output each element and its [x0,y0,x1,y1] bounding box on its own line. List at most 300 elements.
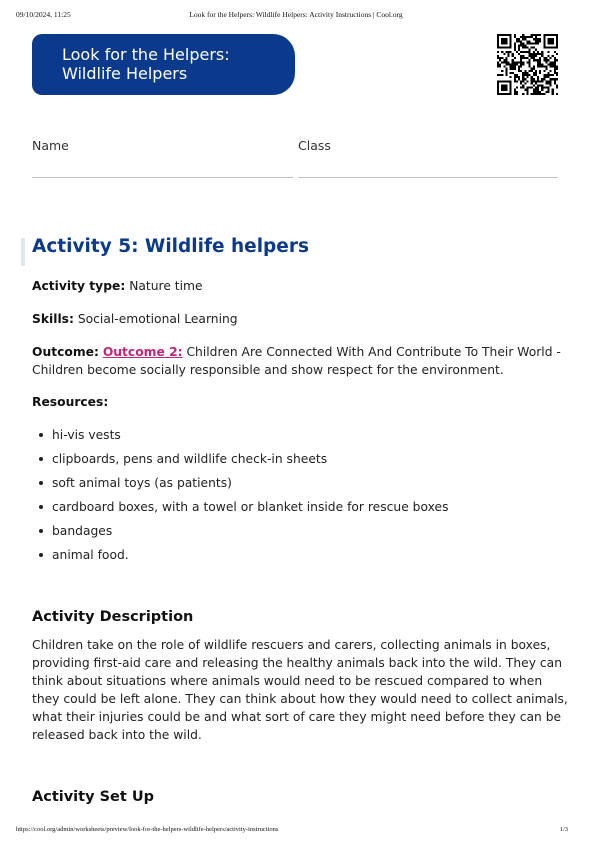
qr-module [547,72,549,74]
qr-module [505,38,507,40]
qr-module [510,89,512,91]
qr-module [505,59,507,61]
qr-module [552,34,554,36]
qr-module [535,34,537,36]
qr-module [545,91,547,93]
qr-module [510,66,512,68]
qr-module [533,51,535,53]
qr-module [529,49,531,51]
qr-module [547,59,549,61]
qr-module [505,51,507,53]
qr-module [535,59,537,61]
qr-module [529,87,531,89]
qr-module [501,84,503,86]
qr-module [539,40,541,42]
qr-module [529,55,531,57]
qr-module [541,63,543,65]
qr-module [526,42,528,44]
qr-module [556,66,558,68]
qr-module [535,91,537,93]
qr-module [514,42,516,44]
qr-module [505,72,507,74]
qr-module [531,34,533,36]
qr-module [510,51,512,53]
qr-module [524,78,526,80]
qr-module [520,57,522,59]
qr-module [541,80,543,82]
qr-module [516,93,518,95]
qr-module [556,87,558,89]
qr-code-icon[interactable] [497,34,558,95]
qr-module [529,40,531,42]
qr-module [554,70,556,72]
qr-module [556,78,558,80]
qr-module [537,34,539,36]
qr-module [514,74,516,76]
qr-module [514,91,516,93]
qr-module [516,74,518,76]
qr-module [550,40,552,42]
qr-module [543,42,545,44]
qr-module [543,93,545,95]
qr-module [501,34,503,36]
qr-module [533,89,535,91]
qr-module [533,42,535,44]
qr-module [533,78,535,80]
qr-module [541,66,543,68]
qr-module [526,61,528,63]
qr-module [537,51,539,53]
list-item [32,450,552,474]
qr-module [505,47,507,49]
resources-heading-row [32,393,562,411]
qr-module [520,63,522,65]
resources-list [32,426,552,570]
qr-module [505,74,507,76]
qr-module [499,66,501,68]
list-item-text: bandages [52,524,113,538]
qr-module [533,68,535,70]
qr-module [547,51,549,53]
qr-module [505,61,507,63]
qr-module [535,53,537,55]
qr-module [505,40,507,42]
qr-module [520,70,522,72]
qr-module [541,78,543,80]
qr-module [522,80,524,82]
print-page-number: 1/3 [559,826,568,833]
skills-row [32,310,562,328]
qr-module [545,68,547,70]
qr-module [512,61,514,63]
name-field-line[interactable] [32,177,293,178]
description-line: Children take on the role of wildlife rescuers and carers, collecting animals in boxes, [32,638,551,652]
qr-module [529,74,531,76]
qr-module [547,80,549,82]
qr-module [533,57,535,59]
qr-module [537,66,539,68]
qr-module [522,45,524,47]
qr-module [533,93,535,95]
qr-module [554,59,556,61]
qr-module [541,87,543,89]
outcome-2-link[interactable]: Outcome 2: [102,345,183,359]
qr-module [514,78,516,80]
qr-module [510,93,512,95]
skills-label: Skills: [32,312,74,326]
qr-module [514,49,516,51]
qr-module [520,42,522,44]
qr-module [508,80,510,82]
qr-module [554,63,556,65]
qr-module [529,36,531,38]
qr-module [501,57,503,59]
qr-module [543,76,545,78]
qr-module [533,34,535,36]
qr-module [510,36,512,38]
list-item [32,426,552,450]
qr-module [505,68,507,70]
qr-module [529,63,531,65]
qr-module [535,55,537,57]
qr-module [501,47,503,49]
qr-module [520,80,522,82]
qr-module [537,78,539,80]
qr-module [503,59,505,61]
activity-title: Activity 5: Wildlife helpers [32,236,309,257]
qr-module [510,84,512,86]
qr-module [545,59,547,61]
qr-module [526,51,528,53]
qr-module [522,47,524,49]
print-footer [16,826,576,838]
qr-module [503,38,505,40]
qr-module [531,70,533,72]
qr-module [524,57,526,59]
activity-type-label: Activity type: [32,279,126,293]
list-item-text: soft animal toys (as patients) [52,476,232,490]
qr-module [518,78,520,80]
qr-module [552,47,554,49]
qr-module [543,87,545,89]
qr-module [554,57,556,59]
qr-module [535,87,537,89]
qr-module [518,61,520,63]
skills-value: Social-emotional Learning [77,312,238,326]
qr-module [512,59,514,61]
qr-module [499,59,501,61]
qr-module [539,80,541,82]
qr-module [526,40,528,42]
qr-module [522,38,524,40]
qr-module [514,76,516,78]
qr-module [497,57,499,59]
qr-module [503,47,505,49]
qr-module [524,45,526,47]
qr-module [524,72,526,74]
qr-module [520,40,522,42]
qr-module [497,89,499,91]
qr-module [514,34,516,36]
list-item [32,498,552,522]
qr-module [499,93,501,95]
qr-module [499,74,501,76]
bullet-icon [39,481,43,485]
qr-module [556,53,558,55]
qr-module [503,34,505,36]
qr-module [520,66,522,68]
qr-module [535,49,537,51]
qr-module [537,89,539,91]
qr-module [497,42,499,44]
list-item-text: animal food. [52,548,129,562]
qr-module [503,53,505,55]
qr-module [543,70,545,72]
list-item-text: hi-vis vests [52,428,121,442]
qr-module [533,38,535,40]
qr-module [533,53,535,55]
qr-module [503,42,505,44]
qr-module [554,61,556,63]
qr-module [520,36,522,38]
qr-module [541,53,543,55]
qr-module [503,84,505,86]
qr-module [541,84,543,86]
qr-module [537,93,539,95]
qr-module [505,63,507,65]
qr-module [522,63,524,65]
qr-module [516,38,518,40]
bullet-icon [39,505,43,509]
qr-module [514,61,516,63]
qr-module [526,76,528,78]
qr-module [516,87,518,89]
qr-module [545,74,547,76]
qr-module [537,53,539,55]
qr-module [556,74,558,76]
qr-module [529,51,531,53]
qr-module [497,91,499,93]
qr-module [526,74,528,76]
qr-module [539,66,541,68]
qr-module [501,40,503,42]
print-header [16,10,576,22]
qr-module [537,40,539,42]
qr-module [497,66,499,68]
qr-module [539,91,541,93]
qr-module [545,76,547,78]
activity-description-text [32,636,567,744]
qr-module [550,38,552,40]
qr-module [537,80,539,82]
qr-module [508,47,510,49]
banner-title-line-1: Look for the Helpers: [62,45,230,64]
qr-module [522,87,524,89]
qr-module [524,47,526,49]
qr-module [531,47,533,49]
qr-module [531,53,533,55]
qr-module [505,57,507,59]
qr-module [526,80,528,82]
qr-module [556,36,558,38]
qr-module [499,34,501,36]
qr-module [533,80,535,82]
qr-module [543,74,545,76]
qr-module [501,87,503,89]
qr-module [539,59,541,61]
qr-module [514,80,516,82]
qr-module [533,72,535,74]
qr-module [543,36,545,38]
qr-module [508,34,510,36]
qr-module [554,82,556,84]
qr-module [554,80,556,82]
qr-module [512,68,514,70]
qr-module [514,63,516,65]
qr-module [543,40,545,42]
qr-module [520,59,522,61]
qr-module [522,84,524,86]
class-field-line[interactable] [298,177,558,178]
qr-module [535,89,537,91]
qr-module [550,80,552,82]
qr-module [531,78,533,80]
worksheet-title-banner [32,34,295,95]
qr-module [550,66,552,68]
qr-module [526,87,528,89]
qr-module [522,61,524,63]
description-line: think about situations where animals would need to be rescued compared to when [32,674,543,688]
qr-module [556,84,558,86]
qr-module [547,42,549,44]
description-line: what their injuries could be and what sort of care they might need before they can be [32,710,562,724]
qr-module [510,42,512,44]
qr-module [524,36,526,38]
qr-module [554,72,556,74]
qr-module [539,63,541,65]
qr-module [543,59,545,61]
qr-module [497,47,499,49]
list-item-text: clipboards, pens and wildlife check-in sheets [52,452,328,466]
qr-module [531,80,533,82]
list-item [32,474,552,498]
qr-module [543,34,545,36]
qr-module [508,53,510,55]
qr-module [510,82,512,84]
qr-module [543,47,545,49]
qr-module [537,76,539,78]
qr-module [499,57,501,59]
qr-module [531,87,533,89]
qr-module [539,61,541,63]
qr-module [499,47,501,49]
qr-module [497,74,499,76]
activity-type-row [32,277,562,295]
qr-module [522,42,524,44]
qr-module [539,84,541,86]
qr-module [505,84,507,86]
qr-module [518,49,520,51]
qr-module [505,93,507,95]
qr-module [497,55,499,57]
qr-module [520,87,522,89]
qr-module [501,42,503,44]
qr-module [514,45,516,47]
qr-module [522,36,524,38]
qr-module [522,78,524,80]
qr-module [503,87,505,89]
activity-type-value: Nature time [129,279,203,293]
qr-module [497,40,499,42]
qr-module [554,66,556,68]
qr-module [529,61,531,63]
name-field-label: Name [32,138,69,153]
qr-module [526,93,528,95]
list-item [32,546,552,570]
qr-module [552,38,554,40]
qr-module [550,63,552,65]
qr-module [508,63,510,65]
qr-module [503,66,505,68]
qr-module [537,87,539,89]
qr-module [539,70,541,72]
qr-module [518,47,520,49]
qr-module [499,63,501,65]
qr-module [497,93,499,95]
qr-module [526,57,528,59]
qr-module [510,87,512,89]
qr-module [514,68,516,70]
qr-module [522,51,524,53]
qr-module [531,82,533,84]
qr-module [510,91,512,93]
qr-module [508,51,510,53]
list-item-text: cardboard boxes, with a towel or blanket inside for rescue boxes [52,500,449,514]
qr-module [537,38,539,40]
qr-module [539,38,541,40]
qr-module [545,66,547,68]
qr-module [505,80,507,82]
qr-module [552,61,554,63]
qr-module [547,38,549,40]
qr-module [547,87,549,89]
qr-module [501,61,503,63]
qr-module [520,45,522,47]
heading-accent-bar [21,238,25,266]
qr-module [547,91,549,93]
qr-module [510,80,512,82]
qr-module [550,47,552,49]
qr-module [531,42,533,44]
class-field-label: Class [298,138,331,153]
qr-module [550,34,552,36]
qr-module [545,82,547,84]
qr-module [537,91,539,93]
qr-module [501,51,503,53]
qr-module [556,42,558,44]
qr-module [503,93,505,95]
qr-module [550,42,552,44]
qr-module [497,38,499,40]
qr-module [535,72,537,74]
qr-module [535,36,537,38]
qr-module [524,51,526,53]
qr-module [514,57,516,59]
qr-module [556,59,558,61]
qr-module [505,89,507,91]
qr-module [547,74,549,76]
qr-module [552,66,554,68]
